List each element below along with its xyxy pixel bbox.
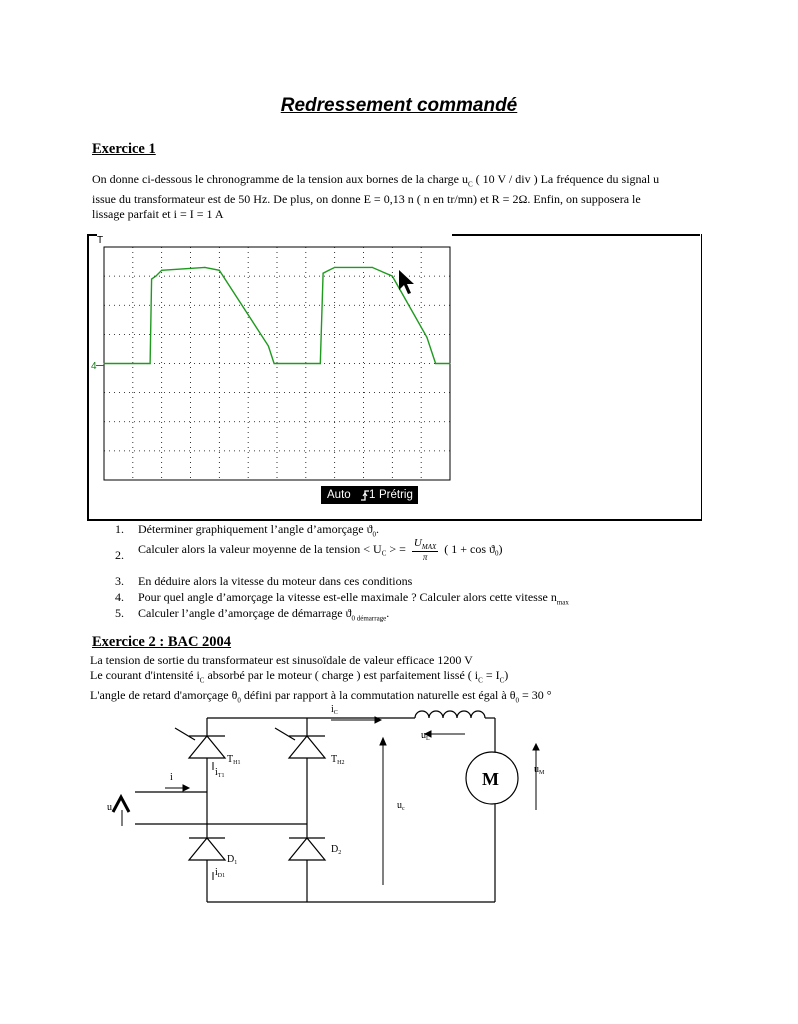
series-line-u_C [104,267,450,363]
intro-line-3: lissage parfait et i = I = 1 A [92,207,224,222]
q1-number: 1. [115,522,124,536]
svg-text:iC: $i_C$ [331,704,338,716]
scope-traces [103,267,450,364]
status-mode: Auto [327,489,351,501]
trigger-marker: T [97,235,104,246]
svg-text:uc: $u_c$ [397,800,405,812]
svg-text:uM: $u_M$ [534,764,545,776]
q1-text: Déterminer graphiquement l’angle d’amorçage $ϑ_0$. [138,522,380,539]
data-point [155,276,156,277]
q4-number: 4. [115,590,124,604]
ex2-line-2: Le courant d'intensité $i_C$ absorbé par le moteur ( charge ) est parfaitement lissé ( $i_C = I_C$) [90,668,509,685]
data-point [392,276,393,277]
data-point [320,363,321,364]
q3-number: 3. [115,574,124,588]
q5-number: 5. [115,606,124,620]
data-point [204,267,205,268]
svg-text:iT1: $i_{T1}$ [215,767,225,779]
ex2-line-3: L'angle de retard d'amorçage $\theta_0$ défini par rapport à la commutation naturelle est égal à $\theta_0 = 30$ ° [90,688,552,705]
scope-status-bar [321,486,418,504]
exercise2-heading: Exercice 2 : BAC 2004 [92,634,232,650]
ex2-line-1: La tension de sortie du transformateur est sinusoïdale de valeur efficace 1200 V [90,653,473,667]
svg-text:uL: $u_L$ [421,730,430,742]
status-channel: 1 [369,489,376,501]
data-point [150,363,151,364]
q5-text: Calculer l’angle d’amorçage de démarrage $ϑ_{0 démarrage}$. [138,606,390,623]
q2-number: 2. [115,548,124,562]
data-point [323,273,324,274]
data-point [328,270,329,271]
bridge-circuit-diagram [95,700,545,915]
d1-label: $D_1$ [227,854,238,866]
motor-label: M [482,769,499,789]
data-point [449,363,450,364]
status-function: Prétrig [379,489,413,501]
data-point [161,270,162,271]
data-point [103,363,104,364]
d2-label: $D_2$ [331,844,342,856]
q4-text: Pour quel angle d’amorçage la vitesse est-elle maximale ? Calculer alors cette vitesse $n_{max}$ [138,590,569,607]
data-point [151,278,152,279]
umax-over-pi: $\frac{U_{MAX}}{\pi}$ [413,537,437,563]
data-point [334,267,335,268]
exercise1-intro [92,172,732,222]
page-title: Redressement commandé [280,95,518,116]
oscillogram [91,233,455,505]
frame-top-right [452,234,700,236]
svg-text:i: i [170,772,173,783]
th1-label: $T_{H1}$ [227,754,241,766]
exercise1-heading: Exercice 1 [92,141,156,157]
data-point [372,267,373,268]
q2-text: Calculer alors la valeur moyenne de la tension < $U_C$ > = $\frac{U_{MAX}}{\pi}$ ( $1 + \cos ϑ_0$) [138,537,503,563]
ground-marker: 4 [91,361,97,372]
data-point [426,337,427,338]
data-point [268,345,269,346]
data-point [435,363,436,364]
data-point [219,270,220,271]
intro-line-1: On donne ci-dessous le chronogramme de la tension aux bornes de la charge $u_C$ ( 10 V / div ) La fréquence du signal u [92,172,660,189]
data-point [274,363,275,364]
intro-line-2: issue du transformateur est de 50 Hz. De plus, on donne E = 0,13 n ( n en tr/mn) et R = 2Ω. Enfin, on supposera le [92,192,641,207]
q3-text: En déduire alors la vitesse du moteur dans ces conditions [138,574,413,588]
mouse-cursor-icon [399,270,414,294]
svg-text:u: u [107,802,112,813]
th2-label: $T_{H2}$ [331,754,345,766]
svg-text:iD1: $i_{D1}$ [215,867,226,879]
